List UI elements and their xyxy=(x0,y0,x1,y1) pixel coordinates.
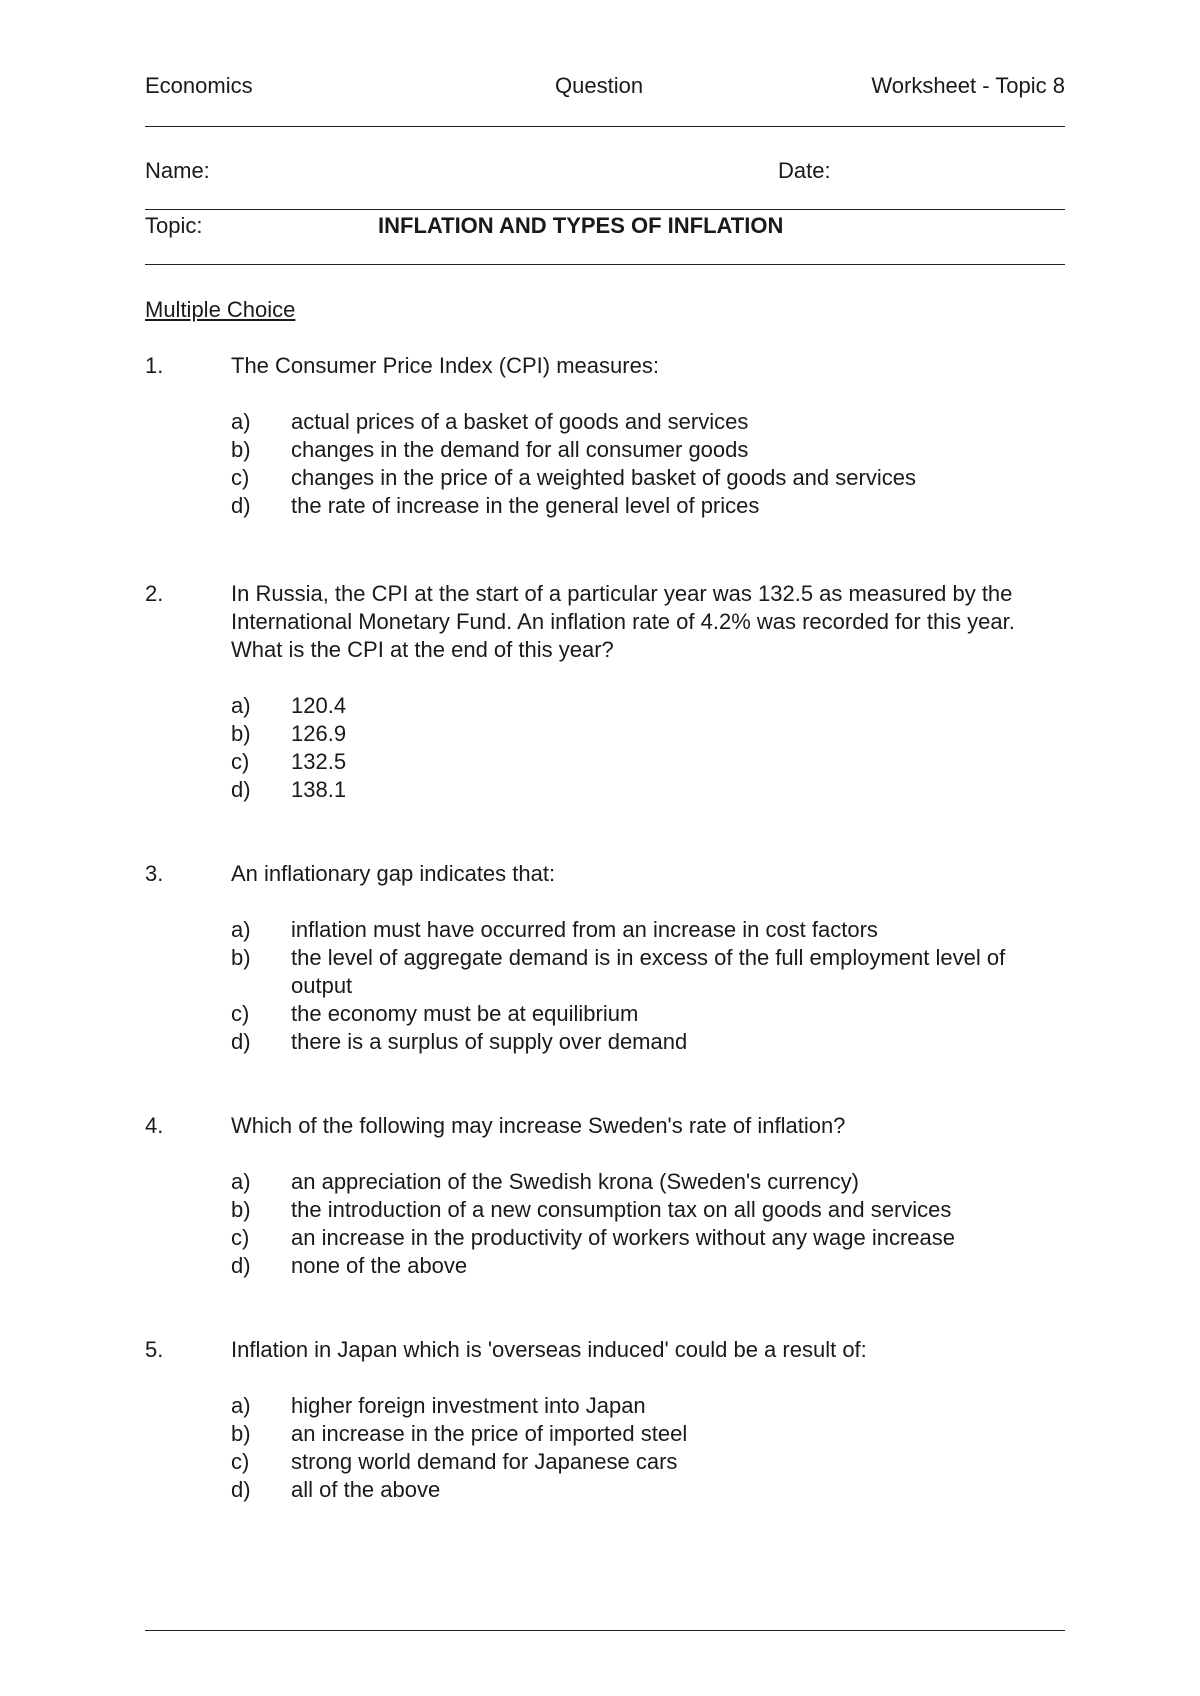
question-text: Inflation in Japan which is 'overseas induced' could be a result of: xyxy=(231,1337,867,1362)
option-item xyxy=(231,720,1065,748)
question-number: 1. xyxy=(145,353,164,378)
option-item xyxy=(231,1476,1065,1504)
option-item xyxy=(231,1000,1065,1028)
option-item xyxy=(231,1252,1065,1280)
option-text: all of the above xyxy=(291,1477,441,1502)
option-text: changes in the demand for all consumer goods xyxy=(291,437,749,462)
option-text: the economy must be at equilibrium xyxy=(291,1001,639,1026)
option-item xyxy=(231,1420,1065,1448)
option-letter: c) xyxy=(231,1225,250,1250)
option-text: an increase in the productivity of workers without any wage increase xyxy=(291,1225,956,1250)
question-number: 2. xyxy=(145,581,164,606)
option-letter: c) xyxy=(231,1001,250,1026)
option-item xyxy=(231,1168,1065,1196)
option-item xyxy=(231,436,1065,464)
option-letter: c) xyxy=(231,465,250,490)
section-heading: Multiple Choice xyxy=(145,297,296,322)
option-item xyxy=(231,748,1065,776)
question-number: 4. xyxy=(145,1113,164,1138)
option-item xyxy=(231,1448,1065,1476)
option-text: 120.4 xyxy=(291,693,347,718)
question-2 xyxy=(145,580,1065,804)
option-item xyxy=(231,944,1065,1000)
question-text: An inflationary gap indicates that: xyxy=(231,861,556,886)
topic-rule xyxy=(145,264,1065,265)
option-letter: b) xyxy=(231,721,251,746)
option-letter: a) xyxy=(231,917,251,942)
option-text: 138.1 xyxy=(291,777,347,802)
question-4 xyxy=(145,1112,1065,1280)
option-text: none of the above xyxy=(291,1253,468,1278)
name-label: Name: xyxy=(145,158,210,183)
option-letter: d) xyxy=(231,1477,251,1502)
option-text: 126.9 xyxy=(291,721,347,746)
footer-rule xyxy=(145,1630,1065,1631)
option-letter: a) xyxy=(231,693,251,718)
option-item xyxy=(231,776,1065,804)
question-text: The Consumer Price Index (CPI) measures: xyxy=(231,353,659,378)
option-letter: d) xyxy=(231,1029,251,1054)
option-text: inflation must have occurred from an increase in cost factors xyxy=(291,917,878,942)
option-letter: c) xyxy=(231,1449,250,1474)
option-item xyxy=(231,1196,1065,1224)
option-text: the level of aggregate demand is in excess of the full employment level of output xyxy=(291,945,1006,998)
name-date-rule xyxy=(145,209,1065,210)
date-label: Date: xyxy=(778,158,831,183)
option-text: an appreciation of the Swedish krona (Sweden's currency) xyxy=(291,1169,859,1194)
options-list xyxy=(231,1168,1065,1280)
option-text: strong world demand for Japanese cars xyxy=(291,1449,678,1474)
option-letter: a) xyxy=(231,1169,251,1194)
option-text: actual prices of a basket of goods and services xyxy=(291,409,749,434)
option-letter: c) xyxy=(231,749,250,774)
option-letter: a) xyxy=(231,409,251,434)
option-text: changes in the price of a weighted basket of goods and services xyxy=(291,465,916,490)
question-3 xyxy=(145,860,1065,1056)
option-letter: b) xyxy=(231,1421,251,1446)
topic-label: Topic: xyxy=(145,213,203,238)
header-rule xyxy=(145,126,1065,127)
question-number: 3. xyxy=(145,861,164,886)
option-item xyxy=(231,464,1065,492)
option-letter: b) xyxy=(231,1197,251,1222)
options-list xyxy=(231,692,1065,804)
option-letter: b) xyxy=(231,945,251,970)
header-worksheet: Worksheet - Topic 8 xyxy=(871,73,1065,98)
question-1 xyxy=(145,352,1065,520)
option-item xyxy=(231,408,1065,436)
option-item xyxy=(231,1224,1065,1252)
question-text: Which of the following may increase Sweden's rate of inflation? xyxy=(231,1113,846,1138)
option-letter: d) xyxy=(231,1253,251,1278)
option-text: higher foreign investment into Japan xyxy=(291,1393,646,1418)
option-letter: b) xyxy=(231,437,251,462)
option-item xyxy=(231,1028,1065,1056)
option-letter: a) xyxy=(231,1393,251,1418)
option-item xyxy=(231,916,1065,944)
option-letter: d) xyxy=(231,493,251,518)
options-list xyxy=(231,408,1065,520)
option-letter: d) xyxy=(231,777,251,802)
topic-title: INFLATION AND TYPES OF INFLATION xyxy=(378,213,784,238)
options-list xyxy=(231,1392,1065,1504)
question-text: In Russia, the CPI at the start of a particular year was 132.5 as measured by the International Monetary Fund. An inflation rate of 4.2% was recorded for this year. What is the CPI at the end of this year? xyxy=(231,581,1015,662)
option-item xyxy=(231,692,1065,720)
option-text: 132.5 xyxy=(291,749,347,774)
option-item xyxy=(231,492,1065,520)
option-text: there is a surplus of supply over demand xyxy=(291,1029,688,1054)
options-list xyxy=(231,916,1065,1056)
option-item xyxy=(231,1392,1065,1420)
question-number: 5. xyxy=(145,1337,164,1362)
header-subject: Economics xyxy=(145,73,253,98)
option-text: the introduction of a new consumption tax on all goods and services xyxy=(291,1197,952,1222)
question-5 xyxy=(145,1336,1065,1504)
option-text: an increase in the price of imported steel xyxy=(291,1421,688,1446)
header-type: Question xyxy=(555,73,644,98)
option-text: the rate of increase in the general level of prices xyxy=(291,493,760,518)
